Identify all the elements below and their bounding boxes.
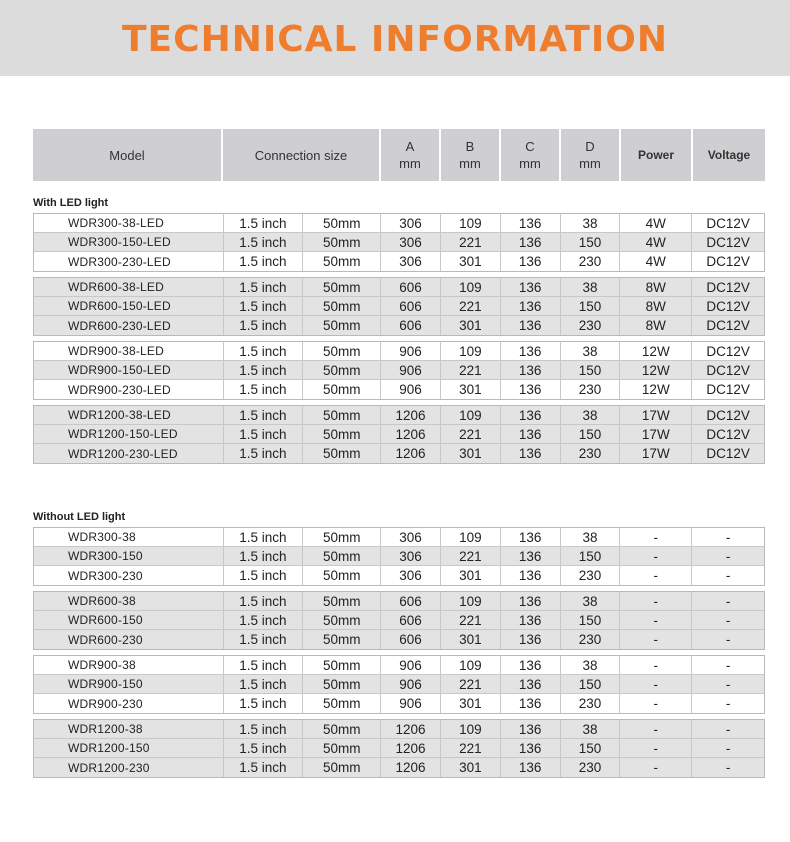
header-d-label: D — [585, 139, 595, 154]
cell-model: WDR1200-150 — [34, 739, 224, 757]
cell-power: - — [620, 720, 692, 738]
cell-connection-mm: 50mm — [303, 758, 381, 777]
table-row — [34, 342, 764, 361]
cell-power: - — [620, 630, 692, 649]
cell-c: 136 — [501, 720, 561, 738]
table-row — [34, 720, 764, 739]
cell-connection-inch: 1.5 inch — [224, 425, 304, 443]
cell-model: WDR300-150-LED — [34, 233, 224, 251]
cell-d: 230 — [561, 444, 621, 463]
table-row — [34, 675, 764, 694]
cell-b: 109 — [441, 406, 501, 424]
table-group — [33, 341, 765, 400]
cell-d: 230 — [561, 252, 621, 271]
cell-b: 109 — [441, 592, 501, 610]
cell-voltage: - — [725, 632, 731, 647]
cell-connection-inch: 1.5 inch — [224, 656, 304, 674]
cell-model: WDR1200-230 — [34, 758, 224, 777]
cell-connection-mm: 50mm — [303, 278, 381, 296]
header-b-label: B — [465, 139, 475, 154]
cell-connection-mm: 50mm — [303, 528, 381, 546]
cell-connection-inch: 1.5 inch — [224, 758, 304, 777]
table-row — [34, 252, 764, 271]
cell-d: 230 — [561, 380, 621, 399]
cell-d: 230 — [561, 758, 621, 777]
cell-c: 136 — [501, 547, 561, 565]
cell-model: WDR600-150-LED — [34, 297, 224, 315]
cell-model: WDR900-230 — [34, 694, 224, 713]
cell-power: - — [620, 694, 692, 713]
cell-connection-inch: 1.5 inch — [224, 214, 304, 232]
cell-model: WDR1200-230-LED — [34, 444, 224, 463]
cell-b: 221 — [441, 675, 501, 693]
table-row — [34, 630, 764, 649]
cell-b: 109 — [441, 342, 501, 360]
cell-power: - — [620, 656, 692, 674]
cell-voltage: DC12V — [706, 254, 750, 269]
cell-model: WDR900-38-LED — [34, 342, 224, 360]
title-banner — [0, 0, 790, 76]
cell-d: 150 — [561, 547, 621, 565]
header-a-unit: mm — [399, 156, 421, 171]
cell-b: 221 — [441, 611, 501, 629]
cell-b: 301 — [441, 252, 501, 271]
cell-a: 306 — [381, 528, 441, 546]
cell-d: 38 — [561, 342, 621, 360]
header-power — [621, 129, 693, 181]
cell-a: 1206 — [381, 406, 441, 424]
cell-voltage: DC12V — [706, 318, 750, 333]
table-group — [33, 719, 765, 778]
cell-b: 221 — [441, 425, 501, 443]
table-row — [34, 592, 764, 611]
cell-c: 136 — [501, 656, 561, 674]
cell-voltage: - — [725, 740, 731, 756]
cell-voltage: - — [725, 612, 731, 628]
cell-model: WDR1200-150-LED — [34, 425, 224, 443]
cell-connection-inch: 1.5 inch — [224, 233, 304, 251]
header-a-label: A — [405, 139, 415, 154]
cell-connection-inch: 1.5 inch — [224, 278, 304, 296]
cell-power: - — [620, 675, 692, 693]
cell-power: - — [620, 758, 692, 777]
cell-c: 136 — [501, 739, 561, 757]
cell-connection-inch: 1.5 inch — [224, 297, 304, 315]
cell-connection-inch: 1.5 inch — [224, 720, 304, 738]
table-group — [33, 655, 765, 714]
cell-c: 136 — [501, 316, 561, 335]
cell-connection-inch: 1.5 inch — [224, 406, 304, 424]
cell-model: WDR1200-38 — [34, 720, 224, 738]
cell-b: 301 — [441, 630, 501, 649]
cell-voltage: - — [725, 657, 731, 673]
section-label: With LED light — [33, 197, 109, 209]
cell-connection-inch: 1.5 inch — [224, 739, 304, 757]
cell-connection-mm: 50mm — [303, 233, 381, 251]
table-header — [33, 129, 765, 181]
cell-b: 109 — [441, 528, 501, 546]
cell-connection-mm: 50mm — [303, 316, 381, 335]
cell-a: 1206 — [381, 758, 441, 777]
cell-connection-mm: 50mm — [303, 611, 381, 629]
header-a — [381, 129, 441, 181]
cell-b: 221 — [441, 297, 501, 315]
table-row — [34, 297, 764, 316]
cell-voltage: - — [725, 721, 731, 737]
cell-connection-mm: 50mm — [303, 361, 381, 379]
cell-power: 4W — [620, 233, 692, 251]
cell-a: 606 — [381, 297, 441, 315]
cell-d: 150 — [561, 297, 621, 315]
cell-b: 301 — [441, 694, 501, 713]
cell-connection-inch: 1.5 inch — [224, 630, 304, 649]
cell-voltage: - — [725, 593, 731, 609]
cell-a: 306 — [381, 252, 441, 271]
cell-c: 136 — [501, 444, 561, 463]
header-model — [33, 129, 223, 181]
cell-connection-inch: 1.5 inch — [224, 592, 304, 610]
cell-c: 136 — [501, 611, 561, 629]
cell-c: 136 — [501, 214, 561, 232]
cell-c: 136 — [501, 425, 561, 443]
cell-voltage: DC12V — [706, 362, 750, 378]
cell-voltage: DC12V — [706, 215, 750, 231]
cell-power: - — [620, 611, 692, 629]
cell-connection-mm: 50mm — [303, 406, 381, 424]
table-group — [33, 277, 765, 336]
cell-a: 606 — [381, 611, 441, 629]
header-voltage-label: Voltage — [707, 147, 751, 162]
cell-d: 230 — [561, 694, 621, 713]
cell-connection-inch: 1.5 inch — [224, 528, 304, 546]
cell-b: 221 — [441, 547, 501, 565]
header-c — [501, 129, 561, 181]
header-b — [441, 129, 501, 181]
cell-d: 150 — [561, 739, 621, 757]
cell-voltage: DC12V — [706, 298, 750, 314]
cell-voltage: - — [725, 760, 731, 775]
cell-connection-mm: 50mm — [303, 720, 381, 738]
cell-connection-mm: 50mm — [303, 547, 381, 565]
cell-power: 17W — [620, 425, 692, 443]
cell-connection-mm: 50mm — [303, 252, 381, 271]
cell-d: 38 — [561, 528, 621, 546]
cell-model: WDR300-230-LED — [34, 252, 224, 271]
cell-c: 136 — [501, 297, 561, 315]
cell-connection-mm: 50mm — [303, 739, 381, 757]
cell-c: 136 — [501, 758, 561, 777]
cell-a: 606 — [381, 630, 441, 649]
header-voltage — [693, 129, 765, 181]
header-power-label: Power — [637, 147, 674, 162]
cell-a: 606 — [381, 316, 441, 335]
page-title: TECHNICAL INFORMATION — [122, 18, 668, 60]
cell-model: WDR300-230 — [34, 566, 224, 585]
cell-c: 136 — [501, 528, 561, 546]
header-model-label: Model — [109, 147, 145, 163]
cell-connection-inch: 1.5 inch — [224, 316, 304, 335]
cell-connection-inch: 1.5 inch — [224, 611, 304, 629]
cell-c: 136 — [501, 694, 561, 713]
cell-c: 136 — [501, 630, 561, 649]
cell-voltage: - — [725, 568, 731, 583]
cell-c: 136 — [501, 566, 561, 585]
cell-power: 12W — [620, 380, 692, 399]
cell-d: 150 — [561, 361, 621, 379]
table-group — [33, 405, 765, 464]
table-row — [34, 739, 764, 758]
section-label: Without LED light — [33, 511, 126, 523]
table-row — [34, 566, 764, 585]
cell-connection-inch: 1.5 inch — [224, 342, 304, 360]
cell-voltage: DC12V — [706, 426, 750, 442]
cell-d: 230 — [561, 566, 621, 585]
cell-c: 136 — [501, 380, 561, 399]
cell-b: 221 — [441, 739, 501, 757]
cell-power: 17W — [620, 406, 692, 424]
cell-d: 38 — [561, 214, 621, 232]
table-row — [34, 694, 764, 713]
cell-connection-mm: 50mm — [303, 592, 381, 610]
cell-voltage: DC12V — [706, 382, 750, 397]
cell-voltage: - — [725, 529, 731, 545]
header-c-unit: mm — [519, 156, 541, 171]
cell-c: 136 — [501, 233, 561, 251]
cell-model: WDR600-230-LED — [34, 316, 224, 335]
table-row — [34, 444, 764, 463]
table-row — [34, 380, 764, 399]
table-row — [34, 406, 764, 425]
header-connection-label: Connection size — [254, 147, 348, 163]
table-row — [34, 233, 764, 252]
cell-a: 906 — [381, 380, 441, 399]
cell-connection-mm: 50mm — [303, 214, 381, 232]
cell-b: 109 — [441, 656, 501, 674]
cell-power: 4W — [620, 252, 692, 271]
header-b-unit: mm — [459, 156, 481, 171]
cell-model: WDR900-230-LED — [34, 380, 224, 399]
cell-c: 136 — [501, 592, 561, 610]
cell-voltage: - — [725, 548, 731, 564]
header-d — [561, 129, 621, 181]
cell-model: WDR300-38-LED — [34, 214, 224, 232]
table-row — [34, 278, 764, 297]
cell-a: 906 — [381, 342, 441, 360]
cell-voltage: DC12V — [706, 446, 750, 461]
cell-power: 12W — [620, 361, 692, 379]
cell-power: - — [620, 739, 692, 757]
cell-b: 109 — [441, 214, 501, 232]
cell-connection-inch: 1.5 inch — [224, 566, 304, 585]
cell-a: 906 — [381, 656, 441, 674]
cell-a: 1206 — [381, 425, 441, 443]
cell-connection-mm: 50mm — [303, 630, 381, 649]
table-row — [34, 425, 764, 444]
cell-connection-mm: 50mm — [303, 675, 381, 693]
cell-b: 301 — [441, 566, 501, 585]
table-row — [34, 611, 764, 630]
cell-connection-mm: 50mm — [303, 425, 381, 443]
cell-a: 306 — [381, 233, 441, 251]
cell-voltage: DC12V — [706, 279, 750, 295]
cell-d: 150 — [561, 233, 621, 251]
cell-model: WDR600-38 — [34, 592, 224, 610]
cell-power: 8W — [620, 297, 692, 315]
cell-power: - — [620, 547, 692, 565]
cell-d: 230 — [561, 316, 621, 335]
header-d-unit: mm — [579, 156, 601, 171]
cell-d: 38 — [561, 720, 621, 738]
cell-power: - — [620, 566, 692, 585]
cell-model: WDR900-150 — [34, 675, 224, 693]
cell-connection-mm: 50mm — [303, 342, 381, 360]
cell-d: 38 — [561, 278, 621, 296]
cell-b: 221 — [441, 361, 501, 379]
table-row — [34, 214, 764, 233]
cell-b: 301 — [441, 758, 501, 777]
cell-a: 606 — [381, 278, 441, 296]
cell-voltage: - — [725, 696, 731, 711]
cell-voltage: - — [725, 676, 731, 692]
cell-a: 906 — [381, 361, 441, 379]
cell-connection-mm: 50mm — [303, 566, 381, 585]
cell-connection-inch: 1.5 inch — [224, 694, 304, 713]
cell-d: 150 — [561, 425, 621, 443]
table-row — [34, 361, 764, 380]
cell-d: 38 — [561, 406, 621, 424]
cell-connection-inch: 1.5 inch — [224, 380, 304, 399]
cell-d: 230 — [561, 630, 621, 649]
cell-power: 17W — [620, 444, 692, 463]
cell-c: 136 — [501, 361, 561, 379]
cell-a: 306 — [381, 547, 441, 565]
cell-connection-inch: 1.5 inch — [224, 444, 304, 463]
cell-model: WDR600-230 — [34, 630, 224, 649]
cell-connection-inch: 1.5 inch — [224, 361, 304, 379]
cell-power: 4W — [620, 214, 692, 232]
cell-model: WDR900-38 — [34, 656, 224, 674]
cell-a: 306 — [381, 566, 441, 585]
cell-c: 136 — [501, 252, 561, 271]
table-row — [34, 316, 764, 335]
cell-model: WDR900-150-LED — [34, 361, 224, 379]
cell-model: WDR300-150 — [34, 547, 224, 565]
cell-a: 1206 — [381, 739, 441, 757]
cell-b: 301 — [441, 316, 501, 335]
cell-d: 38 — [561, 592, 621, 610]
cell-d: 38 — [561, 656, 621, 674]
cell-power: 8W — [620, 278, 692, 296]
cell-power: 8W — [620, 316, 692, 335]
cell-connection-inch: 1.5 inch — [224, 547, 304, 565]
cell-a: 1206 — [381, 444, 441, 463]
cell-power: - — [620, 592, 692, 610]
table-group — [33, 591, 765, 650]
cell-d: 150 — [561, 675, 621, 693]
cell-connection-mm: 50mm — [303, 297, 381, 315]
cell-connection-mm: 50mm — [303, 380, 381, 399]
cell-c: 136 — [501, 406, 561, 424]
table-group — [33, 527, 765, 586]
header-c-label: C — [525, 139, 535, 154]
cell-a: 1206 — [381, 720, 441, 738]
cell-connection-inch: 1.5 inch — [224, 675, 304, 693]
cell-model: WDR300-38 — [34, 528, 224, 546]
cell-a: 306 — [381, 214, 441, 232]
cell-voltage: DC12V — [706, 343, 750, 359]
cell-connection-inch: 1.5 inch — [224, 252, 304, 271]
cell-d: 150 — [561, 611, 621, 629]
cell-c: 136 — [501, 342, 561, 360]
cell-b: 301 — [441, 380, 501, 399]
cell-a: 906 — [381, 675, 441, 693]
cell-a: 606 — [381, 592, 441, 610]
cell-c: 136 — [501, 278, 561, 296]
cell-connection-mm: 50mm — [303, 656, 381, 674]
cell-model: WDR1200-38-LED — [34, 406, 224, 424]
cell-b: 109 — [441, 278, 501, 296]
cell-connection-mm: 50mm — [303, 694, 381, 713]
cell-power: 12W — [620, 342, 692, 360]
table-row — [34, 656, 764, 675]
cell-b: 109 — [441, 720, 501, 738]
cell-voltage: DC12V — [706, 407, 750, 423]
table-row — [34, 547, 764, 566]
cell-voltage: DC12V — [706, 234, 750, 250]
table-row — [34, 528, 764, 547]
cell-b: 301 — [441, 444, 501, 463]
header-connection — [223, 129, 381, 181]
cell-a: 906 — [381, 694, 441, 713]
cell-c: 136 — [501, 675, 561, 693]
cell-model: WDR600-150 — [34, 611, 224, 629]
cell-b: 221 — [441, 233, 501, 251]
table-group — [33, 213, 765, 272]
cell-connection-mm: 50mm — [303, 444, 381, 463]
cell-model: WDR600-38-LED — [34, 278, 224, 296]
cell-power: - — [620, 528, 692, 546]
table-row — [34, 758, 764, 777]
